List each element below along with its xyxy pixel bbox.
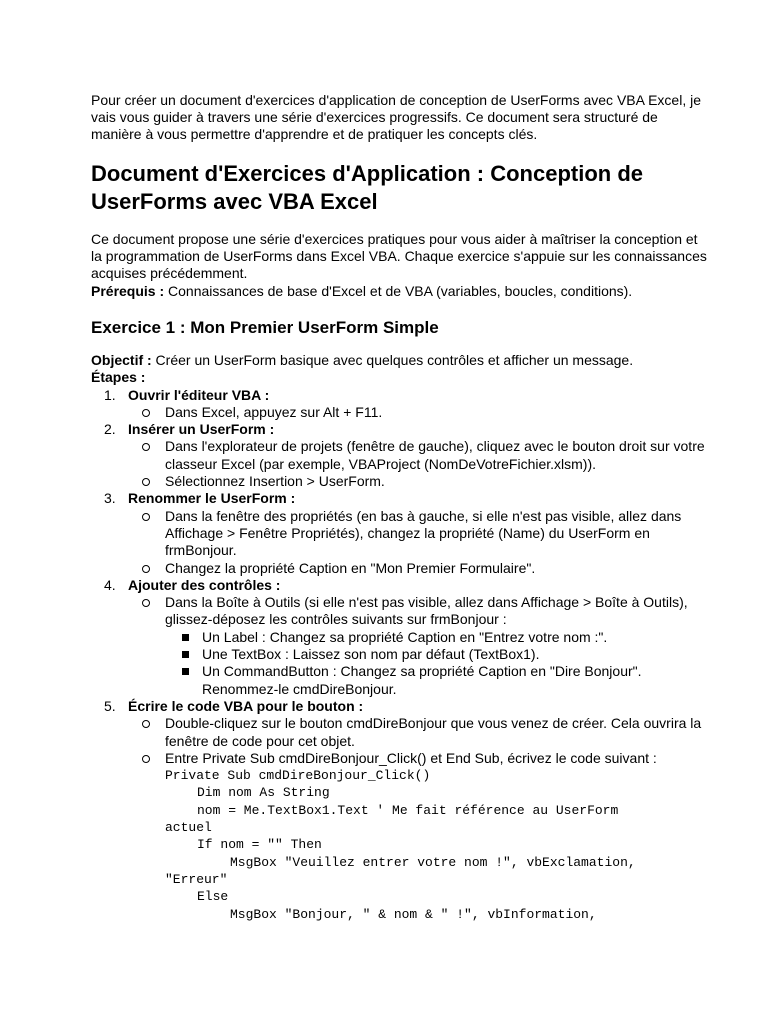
code-line: actuel bbox=[165, 820, 212, 836]
prerequisites bbox=[91, 283, 711, 300]
step-title: Ajouter des contrôles : bbox=[128, 576, 281, 593]
code-line: MsgBox "Bonjour, " & nom & " !", vbInformation, bbox=[230, 906, 597, 922]
circle-bullet-icon bbox=[142, 409, 150, 417]
list-item: Dans la Boîte à Outils (si elle n'est pas visible, allez dans Affichage > Boîte à Outils), glissez-déposez les contrôles suivants sur frmBonjour : Un Label : Changez sa propriété Caption en "Entrez votre nom :". Une TextBox : Laissez son nom par défaut (TextBox1). Un CommandButton : Changez sa propriété Caption en "Dire Bonjour". Renommez-le cmdDireBonjour. bbox=[128, 594, 711, 698]
step-1 bbox=[91, 387, 711, 422]
code-line: Private Sub cmdDireBonjour_Click() bbox=[165, 768, 431, 784]
step-title: Insérer un UserForm : bbox=[128, 421, 275, 438]
step-4 bbox=[91, 577, 711, 698]
step-number: 1. bbox=[104, 386, 116, 403]
circle-bullet-icon bbox=[142, 599, 150, 607]
control-list bbox=[165, 629, 711, 698]
list-item: Un CommandButton : Changez sa propriété Caption en "Dire Bonjour". Renommez-le cmdDireBonjour. bbox=[165, 663, 711, 698]
code-line: Dim nom As String bbox=[197, 785, 330, 801]
step-items bbox=[128, 508, 711, 577]
circle-bullet-icon bbox=[142, 755, 150, 763]
step-number: 4. bbox=[104, 576, 116, 593]
steps-label: Étapes : bbox=[91, 369, 146, 386]
square-bullet-icon bbox=[182, 634, 189, 641]
code-line: Else bbox=[197, 889, 229, 905]
steps-list bbox=[91, 387, 711, 923]
circle-bullet-icon bbox=[142, 720, 150, 728]
document-title: Document d'Exercices d'Application : Conception de UserForms avec VBA Excel bbox=[91, 161, 643, 214]
circle-bullet-icon bbox=[142, 565, 150, 573]
list-item: Sélectionnez Insertion > UserForm. bbox=[128, 473, 711, 490]
step-5 bbox=[91, 698, 711, 923]
step-items bbox=[128, 594, 711, 698]
step-number: 2. bbox=[104, 421, 116, 438]
step-title: Ouvrir l'éditeur VBA : bbox=[128, 386, 270, 403]
list-item: Une TextBox : Laissez son nom par défaut (TextBox1). bbox=[165, 646, 711, 663]
step-2 bbox=[91, 421, 711, 490]
circle-bullet-icon bbox=[142, 478, 150, 486]
code-line: If nom = "" Then bbox=[197, 837, 322, 853]
objective-text: Créer un UserForm basique avec quelques contrôles et afficher un message. bbox=[151, 352, 634, 368]
circle-bullet-icon bbox=[142, 513, 150, 521]
code-line: MsgBox "Veuillez entrer votre nom !", vbExclamation, bbox=[230, 854, 636, 870]
description-block bbox=[91, 231, 711, 300]
step-title: Renommer le UserForm : bbox=[128, 490, 296, 507]
square-bullet-icon bbox=[182, 668, 189, 675]
objective bbox=[91, 352, 711, 369]
step-title: Écrire le code VBA pour le bouton : bbox=[128, 697, 364, 714]
list-item: Un Label : Changez sa propriété Caption en "Entrez votre nom :". bbox=[165, 629, 711, 646]
step-number: 5. bbox=[104, 697, 116, 714]
step-3 bbox=[91, 490, 711, 576]
code-block bbox=[165, 767, 711, 923]
list-item: Dans Excel, appuyez sur Alt + F11. bbox=[128, 404, 711, 421]
objective-label: Objectif : bbox=[91, 352, 152, 368]
list-item: Changez la propriété Caption en "Mon Premier Formulaire". bbox=[128, 560, 711, 577]
description-paragraph: Ce document propose une série d'exercices pratiques pour vous aider à maîtriser la conception et la programmation de UserForms dans Excel VBA. Chaque exercice s'appuie sur les connaissances acquises précédemment. bbox=[91, 231, 707, 282]
list-item: Dans l'explorateur de projets (fenêtre de gauche), cliquez avec le bouton droit sur votre classeur Excel (par exemple, VBAProject (NomDeVotreFichier.xlsm)). bbox=[128, 438, 711, 473]
step-items bbox=[128, 404, 711, 421]
prerequisites-label: Prérequis : bbox=[91, 282, 165, 299]
step-items bbox=[128, 438, 711, 490]
list-item: Dans la fenêtre des propriétés (en bas à gauche, si elle n'est pas visible, allez dans Affichage > Fenêtre Propriétés), changez la propriété (Name) du UserForm en frmBonjour. bbox=[128, 508, 711, 560]
exercise-1-content bbox=[91, 352, 711, 923]
intro-paragraph: Pour créer un document d'exercices d'application de conception de UserForms avec VBA Excel, je vais vous guider à travers une série d'exercices progressifs. Ce document sera structuré de manière à vous permettre d'apprendre et de pratiquer les concepts clés. bbox=[91, 92, 701, 142]
step-items bbox=[128, 715, 711, 923]
code-line: "Erreur" bbox=[165, 871, 228, 887]
prerequisites-text: Connaissances de base d'Excel et de VBA (variables, boucles, conditions). bbox=[164, 282, 633, 299]
code-line: nom = Me.TextBox1.Text ' Me fait référence au UserForm bbox=[197, 802, 619, 818]
exercise-1-title: Exercice 1 : Mon Premier UserForm Simple bbox=[91, 318, 439, 337]
circle-bullet-icon bbox=[142, 443, 150, 451]
list-item: Entre Private Sub cmdDireBonjour_Click() et End Sub, écrivez le code suivant : Private Sub cmdDireBonjour_Click() Dim nom As String nom = Me.TextBox1.Text ' Me fait référence au UserForm actuel If nom = "" Then MsgBox "Veuillez entrer votre nom !", vbExclamation, "Erreur" Else MsgBox "Bonjour, " & nom & " !", vbInformation, bbox=[128, 750, 711, 923]
list-item: Double-cliquez sur le bouton cmdDireBonjour que vous venez de créer. Cela ouvrira la fenêtre de code pour cet objet. bbox=[128, 715, 711, 750]
step-number: 3. bbox=[104, 490, 116, 507]
square-bullet-icon bbox=[182, 651, 189, 658]
